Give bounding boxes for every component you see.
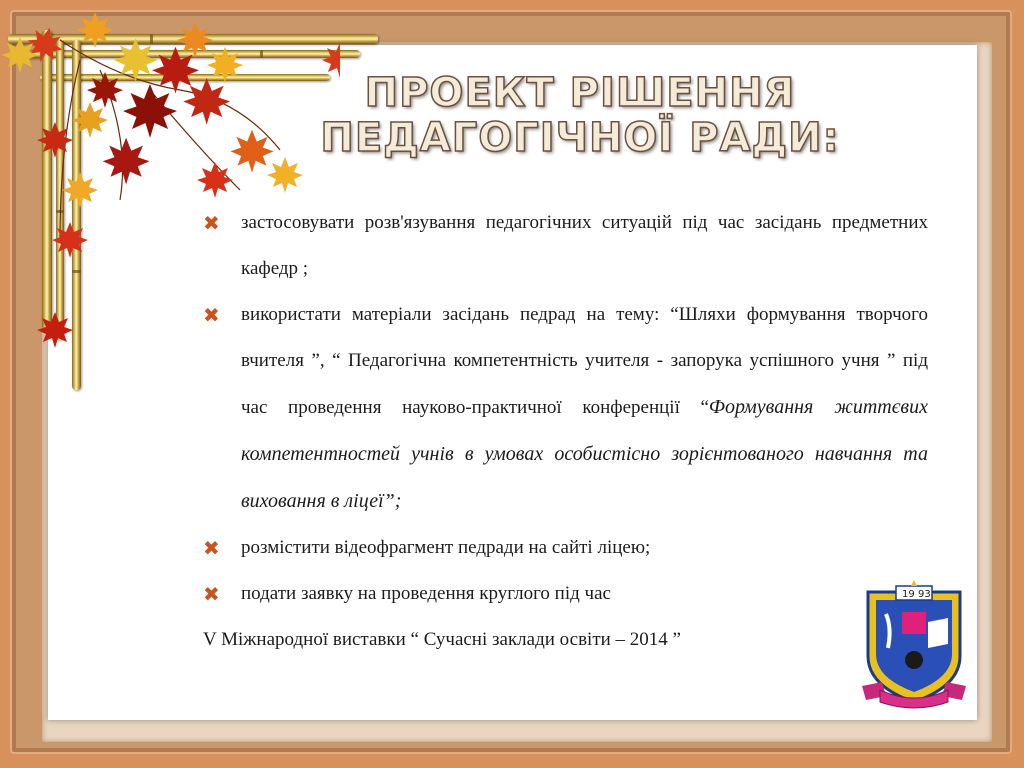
list-item [203,571,928,617]
list-item-text: подати заявку на проведення круглого під час [241,583,611,604]
decision-list [203,200,928,663]
emblem-year-left: 19 [902,589,915,600]
x-mark-icon: ✖ [203,211,220,235]
slide-title-line-1: ПРОЕКТ РІШЕННЯ [364,70,796,116]
list-item [203,525,928,571]
list-item-text: використати матеріали засідань педрад на тему: “Шляхи формування творчого вчителя ”, “ Педагогічна компетентність учителя - запорука успішного учня ” під час проведення науково-практичної конференції “ [241,304,928,418]
slide-title-line-2: ПЕДАГОГІЧНОЇ РАДИ: [320,115,840,161]
exhibition-line: V Міжнародної виставки “ Сучасні заклади освіти – 2014 ” [203,629,681,650]
x-mark-icon: ✖ [203,536,220,560]
emblem-year-right: 93 [918,589,931,600]
list-item-text: розмістити відеофрагмент педради на сайті ліцею; [241,537,651,558]
list-item-text: застосовувати розв'язування педагогічних ситуацій під час засідань предметних кафедр ; [241,212,928,279]
list-item [203,292,928,525]
x-mark-icon: ✖ [203,303,220,327]
x-mark-icon: ✖ [203,582,220,606]
lyceum-emblem [862,578,966,714]
list-item [203,200,928,292]
conference-title-text: Формування життєвих компетентностей учнів в умовах особистісно зорієнтованого навчання та виховання в ліцеї”; [241,396,928,512]
